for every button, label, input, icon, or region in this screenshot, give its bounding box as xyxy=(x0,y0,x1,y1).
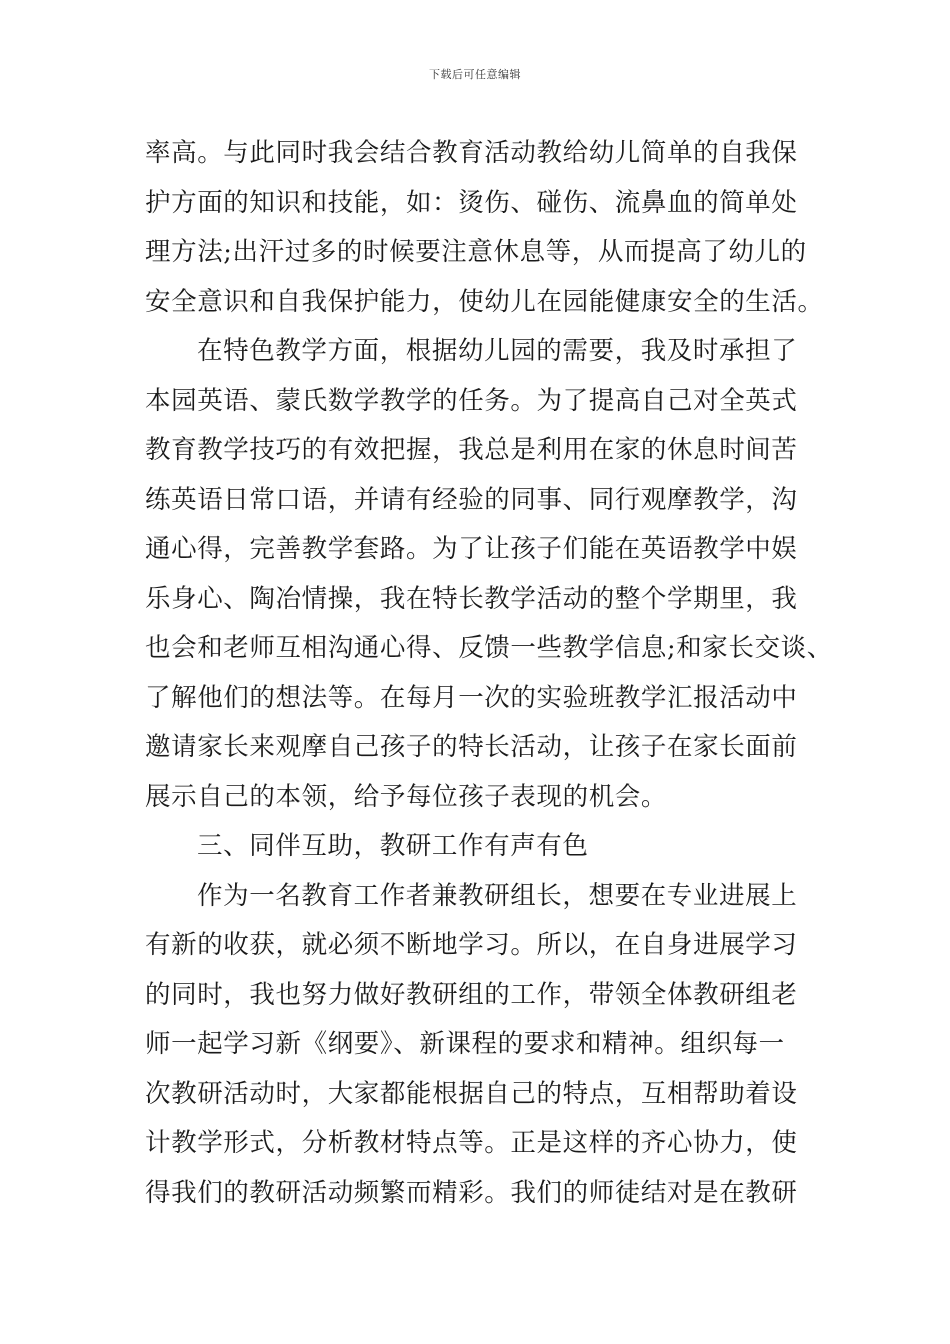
text-line: 次教研活动时，大家都能根据自己的特点，互相帮助着设 xyxy=(145,1078,798,1109)
text-line: 师一起学习新《纲要》、新课程的要求和精神。组织每一 xyxy=(145,1029,785,1059)
text-line: 得我们的教研活动频繁而精彩。我们的师徒结对是在教研 xyxy=(145,1177,798,1208)
text-line: 本园英语、蒙氏数学教学的任务。为了提高自己对全英式 xyxy=(145,385,798,416)
document-body xyxy=(145,129,833,1218)
text-line: 计教学形式，分析教材特点等。正是这样的齐心协力，使 xyxy=(145,1128,798,1158)
text-line: 教育教学技巧的有效把握，我总是利用在家的休息时间苦 xyxy=(145,435,798,465)
text-line: 安全意识和自我保护能力，使幼儿在园能健康安全的生活。 xyxy=(145,286,824,317)
page-header-note: 下载后可任意编辑 xyxy=(429,68,521,81)
text-line: 也会和老师互相沟通心得、反馈一些教学信息;和家长交谈、 xyxy=(145,633,833,663)
text-line: 有新的收获，就必须不断地学习。所以，在自身进展学习 xyxy=(145,930,798,960)
text-line: 练英语日常口语，并请有经验的同事、同行观摩教学，沟 xyxy=(145,484,798,515)
text-line: 邀请家长来观摩自己孩子的特长活动，让孩子在家长面前 xyxy=(145,732,798,762)
text-line: 的同时，我也努力做好教研组的工作，带领全体教研组老 xyxy=(145,979,798,1010)
text-line: 乐身心、陶冶情操，我在特长教学活动的整个学期里，我 xyxy=(145,583,798,614)
text-line: 率高。与此同时我会结合教育活动教给幼儿简单的自我保 xyxy=(145,138,798,168)
paragraph-start-line: 作为一名教育工作者兼教研组长，想要在专业进展上 xyxy=(197,880,798,911)
text-line: 展示自己的本领，给予每位孩子表现的机会。 xyxy=(145,781,668,812)
text-line: 护方面的知识和技能，如：烫伤、碰伤、流鼻血的简单处 xyxy=(145,187,798,218)
paragraph-start-line: 在特色教学方面，根据幼儿园的需要，我及时承担了 xyxy=(197,336,798,366)
section-heading: 三、同伴互助，教研工作有声有色 xyxy=(197,831,589,861)
text-line: 理方法;出汗过多的时候要注意休息等，从而提高了幼儿的 xyxy=(145,237,807,267)
text-line: 了解他们的想法等。在每月一次的实验班教学汇报活动中 xyxy=(145,682,798,713)
text-line: 通心得，完善教学套路。为了让孩子们能在英语教学中娱 xyxy=(145,534,798,564)
